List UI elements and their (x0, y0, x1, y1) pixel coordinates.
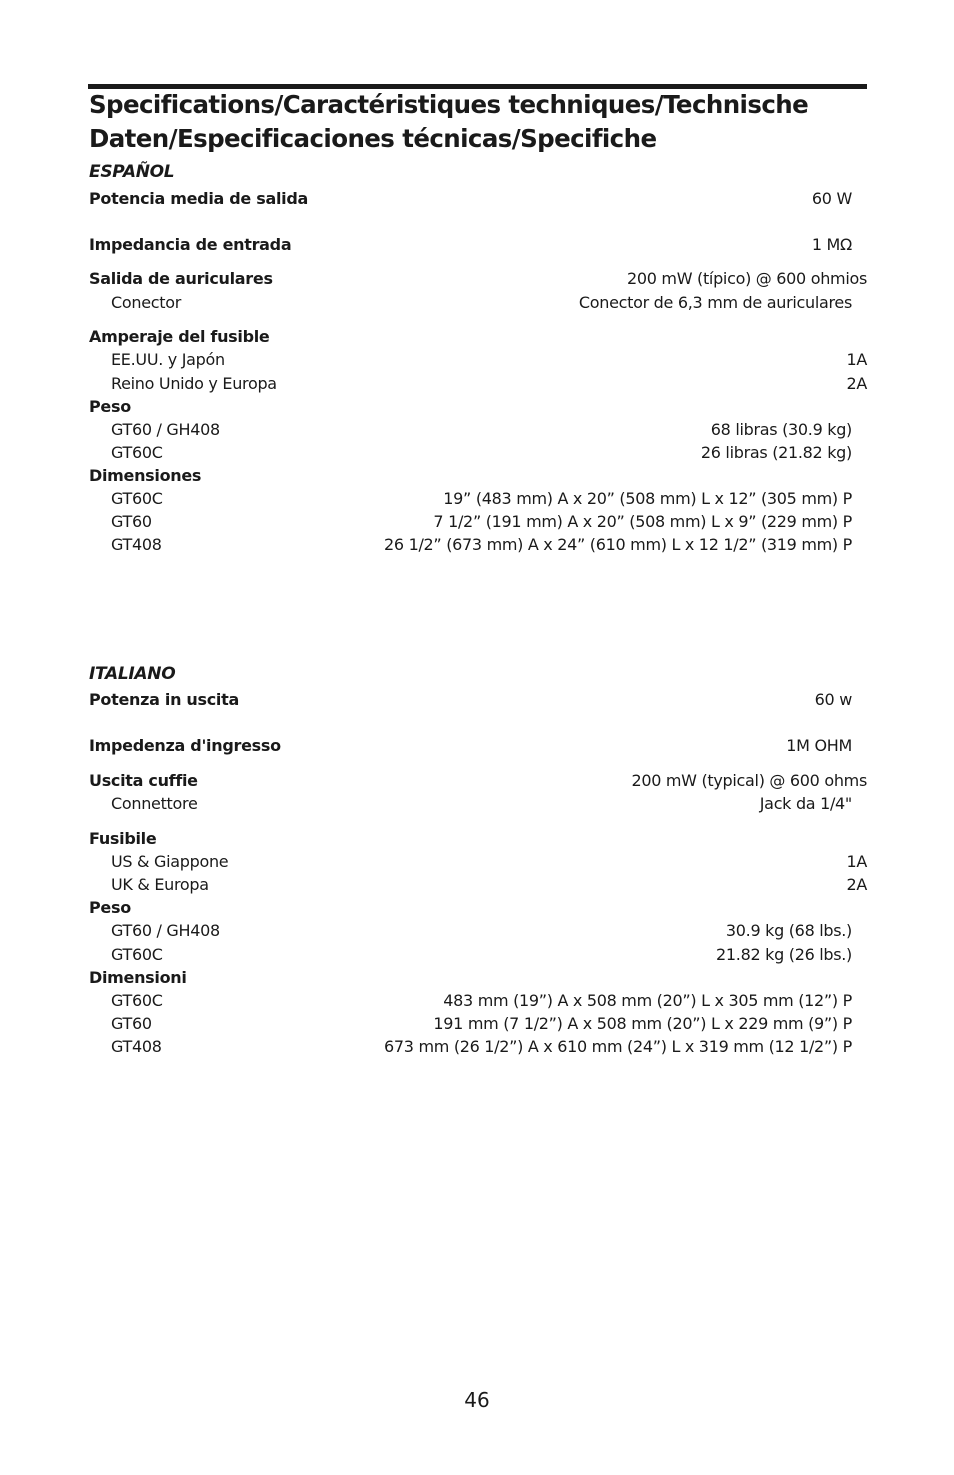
spec-row-weight-gt60c (89, 441, 867, 464)
spec-row-dim-gt60 (89, 510, 867, 533)
spec-label: Amperaje del fusible (89, 327, 270, 346)
spec-row-dim-gt408 (89, 1035, 867, 1058)
spec-row-connector (89, 792, 867, 815)
spec-label: Fusibile (89, 829, 157, 848)
spec-label: Impedenza d'ingresso (89, 736, 281, 755)
spec-row-weight (89, 395, 867, 418)
spec-value: 68 libras (30.9 kg) (710, 420, 852, 439)
spec-row-fuse-us (89, 850, 867, 873)
spec-row-connector (89, 291, 867, 314)
spec-label: GT60 (111, 512, 152, 531)
spec-label: Dimensioni (89, 968, 187, 987)
spec-label: Peso (89, 397, 131, 416)
spec-label: Reino Unido y Europa (111, 374, 277, 393)
spec-value: 200 mW (typical) @ 600 ohms (631, 771, 867, 790)
spec-label: GT408 (111, 1037, 162, 1056)
spec-row-dim-gt60c (89, 487, 867, 510)
spec-row-dim-gt408 (89, 533, 867, 556)
page-number: 46 (464, 1388, 490, 1412)
spec-value: 60 W (811, 189, 852, 208)
spec-row-impedance (89, 233, 867, 256)
spec-value: 19” (483 mm) A x 20” (508 mm) L x 12” (305 mm) P (443, 489, 852, 508)
spec-label: Dimensiones (89, 466, 202, 485)
spec-row-weight (89, 896, 867, 919)
spec-row-headphone (89, 267, 867, 290)
spec-value: 673 mm (26 1/2”) A x 610 mm (24”) L x 319 mm (12 1/2”) P (384, 1037, 852, 1056)
spec-row-dimensions (89, 464, 867, 487)
spec-value: 483 mm (19”) A x 508 mm (20”) L x 305 mm (12”) P (443, 991, 852, 1010)
spec-label: Connettore (111, 794, 198, 813)
page-title: Specifications/Caractéristiques techniques/Technische Daten/Especificaciones técnicas/Specifiche (89, 90, 809, 153)
spec-label: GT60C (111, 945, 163, 964)
spec-row-headphone (89, 769, 867, 792)
spec-value: 1M OHM (786, 736, 852, 755)
spec-label: GT60 / GH408 (111, 921, 220, 940)
spec-row-dimensions (89, 966, 867, 989)
spec-value: Jack da 1/4" (759, 794, 852, 813)
spec-value: 26 libras (21.82 kg) (700, 443, 852, 462)
spec-label: EE.UU. y Japón (111, 350, 225, 369)
spec-value: 26 1/2” (673 mm) A x 24” (610 mm) L x 12 1/2” (319 mm) P (384, 535, 852, 554)
spec-row-weight-gt60c (89, 943, 867, 966)
spec-label: GT60C (111, 489, 163, 508)
spec-label: GT60C (111, 443, 163, 462)
espanol-heading: ESPAÑOL (89, 162, 175, 182)
spec-row-fuse-us (89, 348, 867, 371)
spec-row-fuse (89, 325, 867, 348)
spec-label: GT408 (111, 535, 162, 554)
spec-row-power (89, 187, 867, 210)
spec-value: 60 w (814, 690, 852, 709)
spec-label: UK & Europa (111, 875, 209, 894)
spec-value: 1 MΩ (811, 235, 852, 254)
spec-label: Salida de auriculares (89, 269, 273, 288)
spec-row-impedance (89, 734, 867, 757)
spec-value: 1A (846, 852, 867, 871)
spec-value: 2A (846, 875, 867, 894)
spec-row-fuse-uk (89, 372, 867, 395)
spec-row-fuse-uk (89, 873, 867, 896)
spec-row-fuse (89, 827, 867, 850)
spec-value: 21.82 kg (26 lbs.) (716, 945, 852, 964)
spec-value: 1A (846, 350, 867, 369)
spec-value: Conector de 6,3 mm de auriculares (578, 293, 852, 312)
spec-label: GT60 (111, 1014, 152, 1033)
spec-label: Conector (111, 293, 181, 312)
spec-label: US & Giappone (111, 852, 229, 871)
spec-value: 200 mW (típico) @ 600 ohmios (627, 269, 867, 288)
spec-label: GT60C (111, 991, 163, 1010)
spec-row-weight-gt60 (89, 418, 867, 441)
spec-row-power (89, 688, 867, 711)
spec-label: Potenza in uscita (89, 690, 239, 709)
spec-label: Impedancia de entrada (89, 235, 292, 254)
spec-row-dim-gt60c (89, 989, 867, 1012)
spec-label: Peso (89, 898, 131, 917)
italiano-heading: ITALIANO (89, 664, 176, 684)
spec-row-weight-gt60 (89, 919, 867, 942)
spec-value: 30.9 kg (68 lbs.) (725, 921, 852, 940)
spec-label: Uscita cuffie (89, 771, 198, 790)
spec-value: 191 mm (7 1/2”) A x 508 mm (20”) L x 229 mm (9”) P (433, 1014, 852, 1033)
spec-value: 7 1/2” (191 mm) A x 20” (508 mm) L x 9” (229 mm) P (433, 512, 852, 531)
spec-label: Potencia media de salida (89, 189, 308, 208)
spec-row-dim-gt60 (89, 1012, 867, 1035)
spec-value: 2A (846, 374, 867, 393)
spec-label: GT60 / GH408 (111, 420, 220, 439)
